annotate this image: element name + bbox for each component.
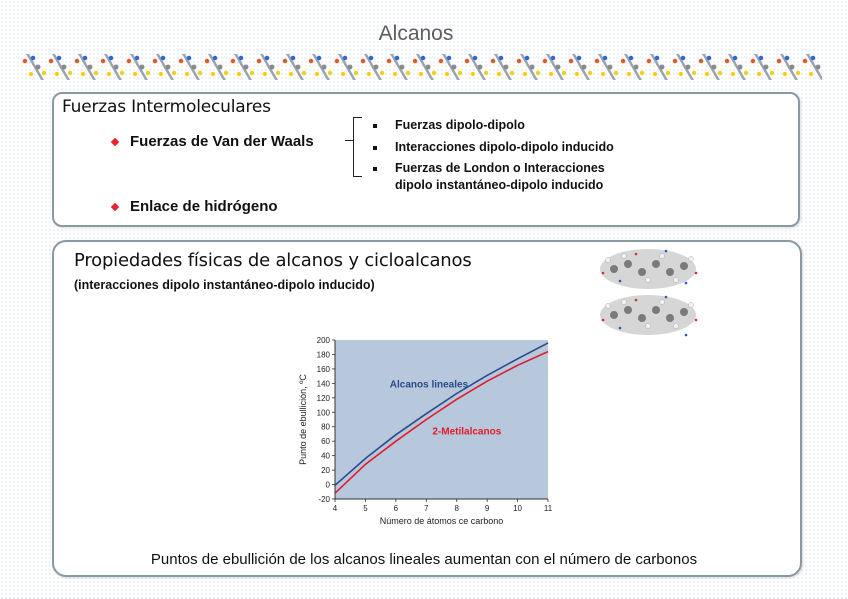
y-tick-label: 120 (316, 393, 330, 403)
y-tick-label: 40 (321, 451, 330, 461)
series-label-2-metilalcanos: 2-Metilalcanos (432, 426, 502, 438)
x-tick-label: 11 (543, 504, 553, 513)
x-tick-label: 7 (424, 504, 429, 513)
y-tick-label: 160 (316, 364, 330, 374)
y-tick-label: 140 (316, 379, 330, 389)
y-tick-label: -20 (318, 495, 330, 504)
x-axis-title: Número de átomos ce carbono (379, 516, 504, 526)
x-tick-label: 10 (513, 504, 523, 513)
y-tick-label: 80 (321, 422, 330, 432)
brace-bracket (353, 117, 362, 177)
sub-item-london: Fuerzas de London o Interacciones dipolo instantáneo-dipolo inducido (373, 160, 605, 194)
slide-title: Alcanos (378, 22, 454, 45)
x-tick-label: 6 (393, 504, 399, 513)
square-bullet-icon (373, 146, 377, 150)
x-tick-label: 8 (454, 504, 459, 513)
square-bullet-icon (373, 167, 377, 171)
alkane-molecule-models-image (596, 245, 702, 343)
x-tick-label: 9 (484, 504, 490, 513)
physical-properties-heading: Propiedades físicas de alcanos y cicloalcanos (74, 250, 472, 271)
plot-area (335, 340, 548, 499)
y-axis-title: Punto de ebullición, ºC (298, 374, 308, 465)
diamond-bullet-icon (111, 202, 119, 210)
van-der-waals-label: Fuerzas de Van der Waals (130, 133, 314, 150)
hydrogen-bond-item (112, 198, 278, 215)
molecule-decoration-band (22, 54, 822, 80)
y-tick-label: 200 (316, 336, 330, 345)
caption-text: Puntos de ebullición de los alcanos lineales aumentan con el número de carbonos (150, 551, 698, 568)
square-bullet-icon (373, 124, 377, 128)
y-tick-label: 0 (325, 480, 330, 490)
diamond-bullet-icon (111, 137, 119, 145)
brace-connector (345, 140, 354, 141)
intermolecular-forces-heading: Fuerzas Intermoleculares (62, 97, 271, 117)
sub-item-dipolo-dipolo: Fuerzas dipolo-dipolo (373, 117, 525, 134)
x-tick-label: 5 (363, 504, 368, 513)
y-tick-label: 60 (321, 437, 330, 447)
van-der-waals-item (112, 133, 314, 150)
y-tick-label: 180 (316, 350, 330, 360)
physical-properties-subtitle: (interacciones dipolo instantáneo-dipolo inducido) (74, 278, 375, 292)
y-tick-label: 20 (321, 466, 330, 476)
y-tick-label: 100 (316, 408, 330, 418)
x-tick-label: 4 (332, 504, 338, 513)
hydrogen-bond-label: Enlace de hidrógeno (130, 198, 278, 215)
sub-item-dipolo-inducido: Interacciones dipolo-dipolo inducido (373, 139, 614, 156)
boiling-point-chart (290, 334, 558, 530)
series-label-alcanos-lineales: Alcanos lineales (389, 379, 469, 391)
